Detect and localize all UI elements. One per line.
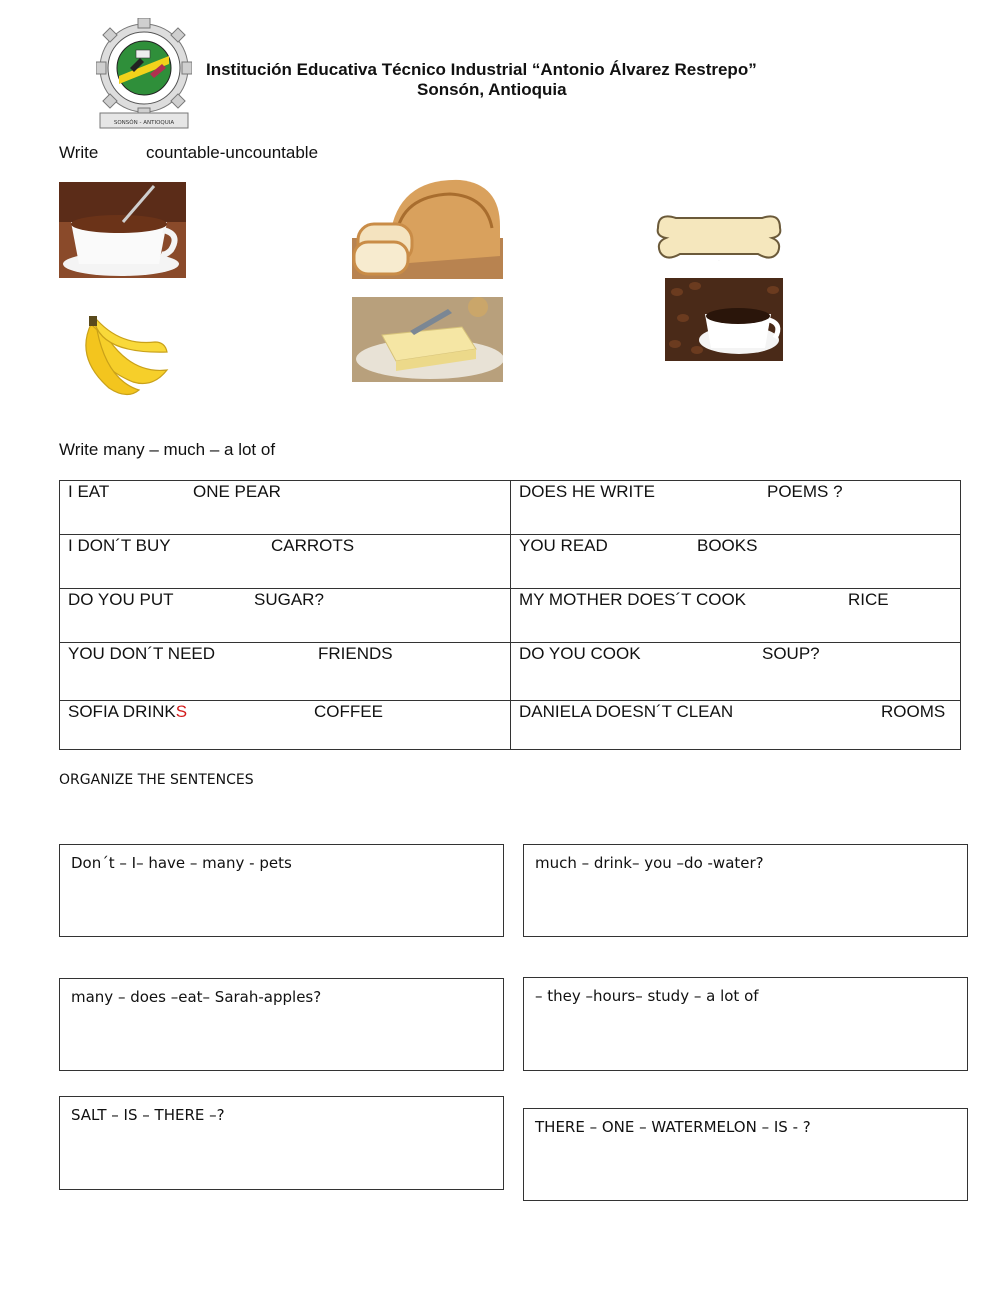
cell-text: FRIENDS <box>318 644 393 663</box>
sentence-text: THERE – ONE – WATERMELON – IS - ? <box>535 1118 811 1136</box>
table-cell[interactable] <box>60 701 511 750</box>
table-cell[interactable] <box>60 481 511 535</box>
school-location: Sonsón, Antioquia <box>417 80 567 99</box>
cell-text-main: SOFIA DRINK <box>68 702 176 721</box>
logo-caption: SONSÓN - ANTIOQUIA <box>113 120 175 126</box>
cell-text: DANIELA DOESN´T CLEAN <box>519 702 734 721</box>
cell-text: SUGAR? <box>254 590 324 609</box>
bananas-image <box>73 314 171 400</box>
cell-text: CARROTS <box>271 536 355 555</box>
sentence-text: – they –hours– study – a lot of <box>535 987 759 1005</box>
write-label: Write <box>59 143 99 162</box>
svg-text:.: . <box>718 258 720 262</box>
cell-text: RICE <box>848 590 889 609</box>
sentence-box[interactable] <box>523 977 968 1071</box>
cell-text: YOU READ <box>519 536 608 555</box>
cell-text: I EAT <box>68 482 110 501</box>
school-name: Institución Educativa Técnico Industrial “Antonio Álvarez Restrepo” <box>206 60 757 79</box>
table-cell[interactable] <box>511 481 961 535</box>
many-much-table <box>59 480 961 750</box>
sentence-text: SALT – IS – THERE –? <box>71 1106 225 1124</box>
cell-text: POEMS ? <box>767 482 843 501</box>
cell-text: BOOKS <box>697 536 758 555</box>
section3-title: ORGANIZE THE SENTENCES <box>59 772 254 788</box>
sentence-text: much – drink– you –do -water? <box>535 854 764 872</box>
sentence-box[interactable] <box>59 978 504 1071</box>
sentence-box[interactable] <box>523 844 968 937</box>
sentence-text: Don´t – I– have – many - pets <box>71 854 292 872</box>
bread-image <box>352 176 503 279</box>
hot-chocolate-image <box>59 182 186 278</box>
cell-text: SOUP? <box>762 644 820 663</box>
table-cell[interactable] <box>511 643 961 701</box>
table-cell[interactable] <box>511 589 961 643</box>
school-logo <box>96 18 192 130</box>
countable-uncountable-label: countable-uncountable <box>146 143 319 162</box>
butter-image <box>352 297 503 382</box>
section2-title: Write many – much – a lot of <box>59 440 276 459</box>
cell-text: YOU DON´T NEED <box>68 644 216 663</box>
cell-text-red-suffix: S <box>175 702 188 721</box>
cell-text: MY MOTHER DOES´T COOK <box>519 590 747 609</box>
cell-text: DO YOU PUT <box>68 590 174 609</box>
bone-image <box>654 204 785 264</box>
table-cell[interactable] <box>511 701 961 750</box>
cell-text: DO YOU COOK <box>519 644 641 663</box>
sentence-text: many – does –eat– Sarah-apples? <box>71 988 322 1006</box>
cell-text <box>68 702 187 722</box>
cell-text: COFFEE <box>314 702 383 721</box>
cell-text: DOES HE WRITE <box>519 482 656 501</box>
sentence-box[interactable] <box>523 1108 968 1201</box>
cell-text: ROOMS <box>881 702 946 721</box>
table-cell[interactable] <box>60 535 511 589</box>
sentence-box[interactable] <box>59 1096 504 1190</box>
table-cell[interactable] <box>60 589 511 643</box>
table-cell[interactable] <box>511 535 961 589</box>
cell-text: ONE PEAR <box>193 482 281 501</box>
sentence-box[interactable] <box>59 844 504 937</box>
coffee-image <box>665 278 783 361</box>
table-cell[interactable] <box>60 643 511 701</box>
cell-text: I DON´T BUY <box>68 536 171 555</box>
